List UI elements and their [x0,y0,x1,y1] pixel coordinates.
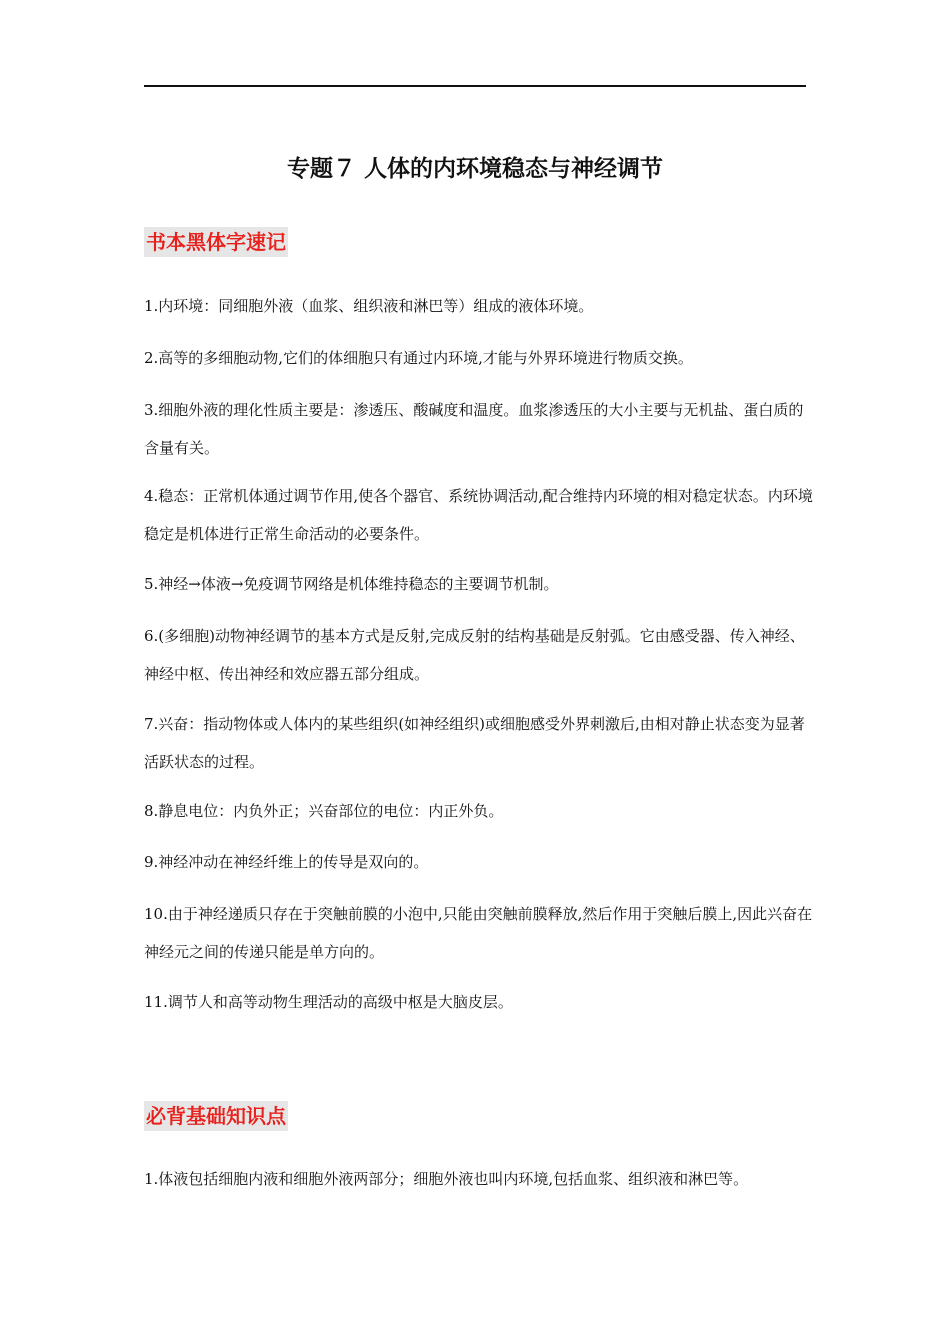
list-item: 1.体液包括细胞内液和细胞外液两部分；细胞外液也叫内环境,包括血浆、组织液和淋巴等。 [144,1170,749,1188]
list-item: 7.兴奋：指动物体或人体内的某些组织(如神经组织)或细胞感受外界刺激后,由相对静止状态变为显著活跃状态的过程。 [144,715,805,771]
list-item: 6.(多细胞)动物神经调节的基本方式是反射,完成反射的结构基础是反射弧。它由感受器、传入神经、神经中枢、传出神经和效应器五部分组成。 [144,627,805,683]
list-item: 4.稳态：正常机体通过调节作用,使各个器官、系统协调活动,配合维持内环境的相对稳定状态。内环境稳定是机体进行正常生命活动的必要条件。 [144,487,813,543]
list-item: 8.静息电位：内负外正；兴奋部位的电位：内正外负。 [144,802,504,820]
section-heading-textbook-summary: 书本黑体字速记 [144,227,288,257]
list-item: 2.高等的多细胞动物,它们的体细胞只有通过内环境,才能与外界环境进行物质交换。 [144,349,693,367]
header-rule [144,85,806,87]
page-title: 专题７ 人体的内环境稳态与神经调节 [286,156,663,182]
section-heading-essential-knowledge: 必背基础知识点 [144,1101,288,1131]
list-item: 5.神经→体液→免疫调节网络是机体维持稳态的主要调节机制。 [144,575,559,593]
list-item: 1.内环境：同细胞外液（血浆、组织液和淋巴等）组成的液体环境。 [144,297,594,315]
list-item: 11.调节人和高等动物生理活动的高级中枢是大脑皮层。 [144,993,513,1011]
list-item: 9.神经冲动在神经纤维上的传导是双向的。 [144,853,429,871]
list-item: 10.由于神经递质只存在于突触前膜的小泡中,只能由突触前膜释放,然后作用于突触后膜上,因此兴奋在神经元之间的传递只能是单方向的。 [144,905,813,961]
list-item: 3.细胞外液的理化性质主要是：渗透压、酸碱度和温度。血浆渗透压的大小主要与无机盐、蛋白质的含量有关。 [144,401,804,457]
